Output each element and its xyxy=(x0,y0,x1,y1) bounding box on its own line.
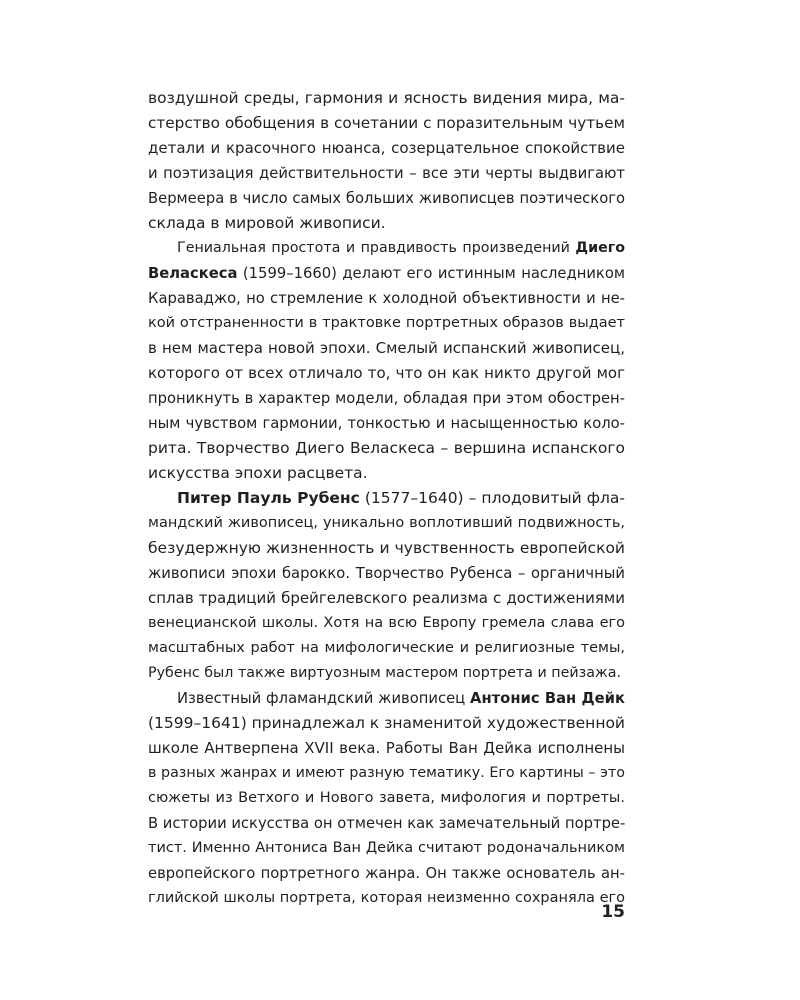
artist-name-bold: Диего xyxy=(575,240,625,256)
text-line xyxy=(148,486,625,511)
text-line: (1599–1641) принадлежал к знаменитой художественной xyxy=(148,714,626,732)
text-line: Вермеера в число самых больших живописцев поэтического xyxy=(148,190,625,207)
text-line: которого от всех отличало то, что он как никто другой мог xyxy=(148,364,625,382)
text-line: тист. Именно Антониса Ван Дейка считают родоначальником xyxy=(148,840,625,856)
text-line xyxy=(148,686,625,711)
text-line: сюжеты из Ветхого и Нового завета, мифология и портреты. xyxy=(148,790,625,806)
text-line: детали и красочного нюанса, созерцательное спокойствие xyxy=(148,139,625,157)
text-line: рита. Творчество Диего Веласкеса – вершина испанского xyxy=(148,439,625,457)
text-line: искусства эпохи расцвета. xyxy=(148,464,368,482)
text-line: масштабных работ на мифологические и религиозные темы, xyxy=(148,640,625,656)
text-line: ным чувством гармонии, тонкостью и насыщенностью коло- xyxy=(148,415,625,432)
artist-name-bold: Питер Пауль Рубенс xyxy=(177,489,360,507)
text-run: (1577–1640) – плодовитый фла- xyxy=(359,489,625,507)
text-run: (1599–1660) делают его истинным наследником xyxy=(237,265,625,282)
text-line: воздушной среды, гармония и ясность видения мира, ма- xyxy=(148,89,625,107)
text-line: Рубенс был также виртуозным мастером портрета и пейзажа. xyxy=(148,665,622,681)
text-line: кой отстраненности в трактовке портретных образов выдает xyxy=(148,315,625,331)
text-line: школе Антверпена XVII века. Работы Ван Дейка исполнены xyxy=(148,739,625,757)
text-line: проникнуть в характер модели, обладая при этом обострен- xyxy=(148,390,625,407)
text-line: В истории искусства он отмечен как замечательный портре- xyxy=(148,815,626,832)
text-line: живописи эпохи барокко. Творчество Рубенса – органичный xyxy=(148,565,625,582)
text-line: сплав традиций брейгелевского реализма с достижениями xyxy=(148,589,625,607)
text-line: мандский живописец, уникально воплотивший подвижность, xyxy=(148,515,625,531)
text-run: Известный фламандский живописец xyxy=(177,690,471,707)
text-line: глийской школы портрета, которая неизменно сохраняла его xyxy=(148,890,625,906)
text-line: склада в мировой живописи. xyxy=(148,214,386,232)
text-line: стерство обобщения в сочетании с поразительным чутьем xyxy=(148,114,625,132)
text-line: безудержную жизненность и чувственность европейской xyxy=(148,539,625,557)
text-line: Караваджо, но стремление к холодной объективности и не- xyxy=(148,290,625,307)
artist-name-bold: Веласкеса xyxy=(148,265,238,282)
text-line: в разных жанрах и имеют разную тематику. Его картины – это xyxy=(148,765,625,781)
text-line: в нем мастера новой эпохи. Смелый испанский живописец, xyxy=(148,339,625,357)
text-line xyxy=(148,236,625,261)
text-run: Гениальная простота и правдивость произведений xyxy=(177,240,576,256)
artist-name-bold: Антонис Ван Дейк xyxy=(470,690,626,707)
page-number: 15 xyxy=(601,902,625,922)
text-line: и поэтизация действительности – все эти черты выдвигают xyxy=(148,165,625,182)
body-text xyxy=(148,86,625,911)
text-line: европейского портретного жанра. Он также основатель ан- xyxy=(148,865,625,882)
text-line xyxy=(148,261,625,286)
text-line: венецианской школы. Хотя на всю Европу гремела слава его xyxy=(148,615,625,631)
